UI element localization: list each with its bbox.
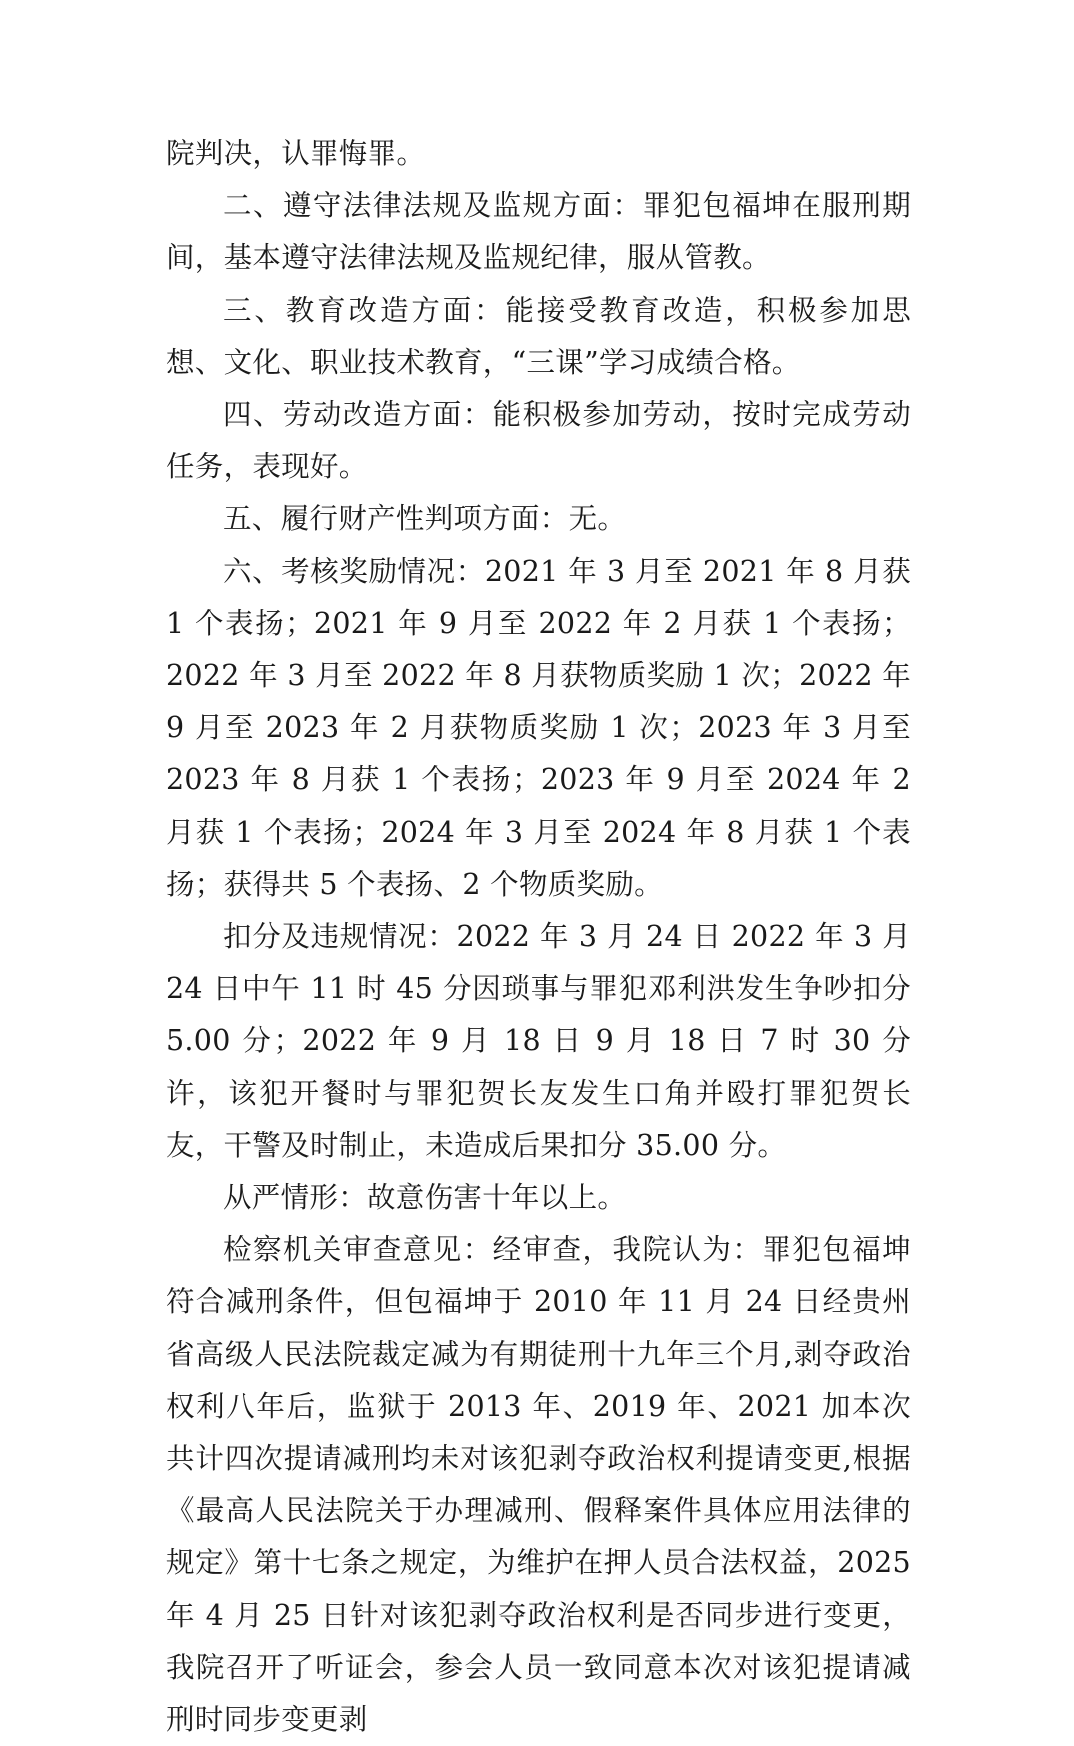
paragraph-education: 三、教育改造方面：能接受教育改造，积极参加思想、文化、职业技术教育，“三课”学习成绩合格。 (166, 293, 911, 379)
paragraph-procuratorate-opinion: 检察机关审查意见：经审查，我院认为：罪犯包福坤符合减刑条件，但包福坤于 2010 年 11 月 24 日经贵州省高级人民法院裁定减为有期徒刑十九年三个月,剥夺政治权利八年后，监狱于 2013 年、2019 年、2021 加本次共计四次提请减刑均未对该犯剥夺政治权利提请变更,根据《最高人民法院关于办理减刑、假释案件具体应用法律的规定》第十七条之规定，为维护在押人员合法权益，2025 年 4 月 25 日针对该犯剥夺政治权利是否同步进行变更，我院召开了听证会，参会人员一致同意本次对该犯提请减刑时同步变更剥 (166, 1233, 911, 1737)
paragraph-labor: 四、劳动改造方面：能积极参加劳动，按时完成劳动任务，表现好。 (166, 398, 911, 484)
paragraph-continuation: 院判决，认罪悔罪。 (166, 137, 426, 170)
paragraph-strict-circumstances: 从严情形：故意伤害十年以上。 (223, 1181, 627, 1215)
paragraph-law-compliance: 二、遵守法律法规及监规方面：罪犯包福坤在服刑期间，基本遵守法律法规及监规纪律，服从管教。 (166, 189, 911, 275)
paragraph-property: 五、履行财产性判项方面：无。 (223, 502, 627, 536)
paragraph-rewards: 六、考核奖励情况：2021 年 3 月至 2021 年 8 月获 1 个表扬；2021 年 9 月至 2022 年 2 月获 1 个表扬；2022 年 3 月至 2022 年 8 月获物质奖励 1 次；2022 年 9 月至 2023 年 2 月获物质奖励 1 次；2023 年 3 月至 2023 年 8 月获 1 个表扬；2023 年 9 月至 2024 年 2 月获 1 个表扬；2024 年 3 月至 2024 年 8 月获 1 个表扬；获得共 5 个表扬、2 个物质奖励。 (166, 554, 911, 901)
paragraph-violations: 扣分及违规情况：2022 年 3 月 24 日 2022 年 3 月 24 日中午 11 时 45 分因琐事与罪犯邓利洪发生争吵扣分 5.00 分；2022 年 9 月 18 日 9 月 18 日 7 时 30 分许，该犯开餐时与罪犯贺长友发生口角并殴打罪犯贺长友，干警及时制止，未造成后果扣分 35.00 分。 (166, 920, 911, 1162)
document-body (166, 128, 911, 1746)
